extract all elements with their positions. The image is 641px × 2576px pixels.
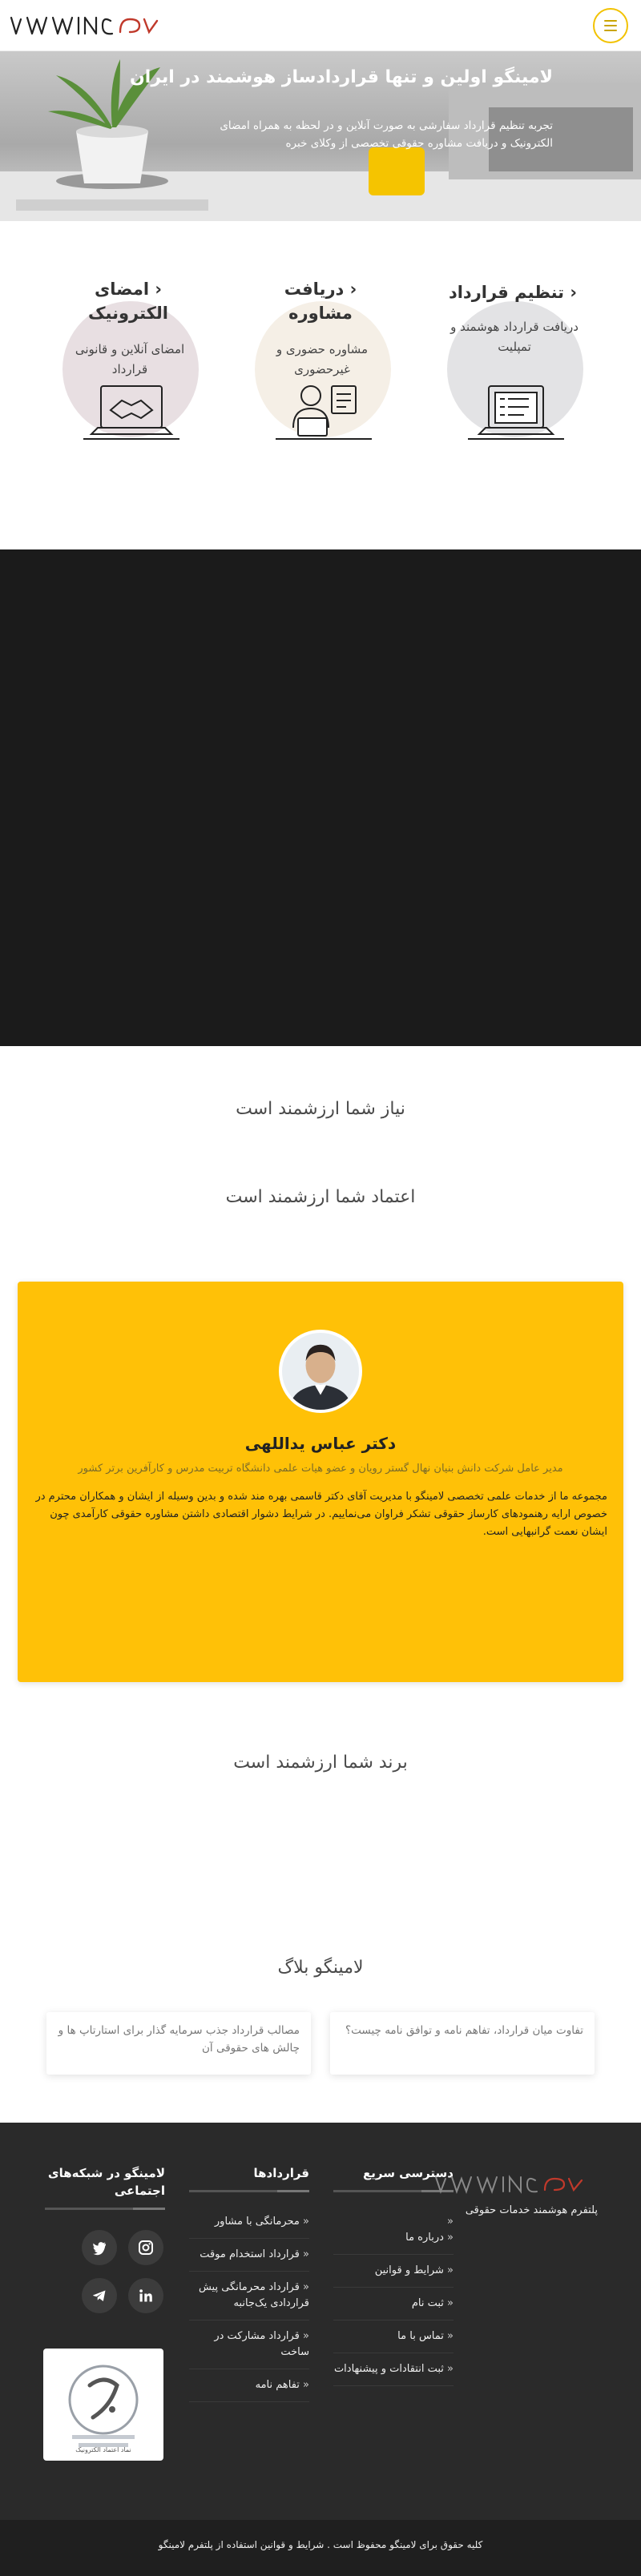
lamingo-logo[interactable] bbox=[8, 11, 160, 40]
service-desc: مشاوره حضوری و غیرحضوری bbox=[276, 342, 369, 376]
hero-subtitle: تجربه تنظیم قرارداد سفارشی به صورت آنلاین و در لحظه به همراه امضای الکترونیک و دریافت مشاوره حقوقی تخصصی از وکلای خبره bbox=[220, 119, 553, 150]
footer-list-spacer bbox=[333, 2206, 454, 2222]
menu-line-icon bbox=[604, 25, 617, 26]
footer-col-title: قراردادها bbox=[253, 2166, 309, 2180]
service-desc: دریافت قرارداد هوشمند و تمپلیت bbox=[450, 320, 579, 354]
copyright-text: کلیه حقوق برای لامینگو محفوظ است . شرایط و قوانین استفاده از پلتفرم لامینگو bbox=[158, 2539, 483, 2550]
hamburger-menu-button[interactable] bbox=[593, 8, 628, 43]
footer-link-contact[interactable]: « تماس با ما bbox=[333, 2320, 454, 2353]
telegram-icon[interactable] bbox=[82, 2278, 117, 2313]
footer-link-contract[interactable]: « قرارداد استخدام موقت bbox=[189, 2239, 309, 2272]
blog-card[interactable]: تفاوت میان قرارداد، تفاهم نامه و توافق نامه چیست؟ bbox=[330, 2012, 595, 2075]
linkedin-icon[interactable] bbox=[128, 2278, 163, 2313]
service-e-signature[interactable] bbox=[48, 272, 208, 513]
section-title-trust: اعتماد شما ارزشمند است bbox=[225, 1187, 416, 1207]
service-desc: امضای آنلاین و قانونی قرارداد bbox=[75, 342, 185, 376]
person-laptop-icon bbox=[276, 378, 372, 450]
menu-line-icon bbox=[604, 20, 617, 22]
top-header bbox=[0, 0, 641, 51]
trust-badge-label: نماد اعتماد الکترونیک bbox=[75, 2446, 131, 2453]
footer-col-title: دسترسی سریع bbox=[362, 2166, 454, 2180]
footer-tagline: پلتفرم هوشمند خدمات حقوقی bbox=[465, 2204, 598, 2216]
avatar bbox=[279, 1330, 362, 1413]
footer-quick-links bbox=[333, 2206, 454, 2386]
copyright-bar bbox=[0, 2520, 641, 2576]
service-title[interactable]: ‹ دریافت مشاوره bbox=[284, 280, 357, 323]
testimonial-name: دکتر عباس یداللهی bbox=[244, 1434, 397, 1453]
footer-title-bar bbox=[45, 2208, 165, 2210]
footer-link-feedback[interactable]: « ثبت انتقادات و پیشنهادات bbox=[333, 2353, 454, 2386]
service-title[interactable]: ‹ امضای الکترونیک bbox=[88, 280, 168, 323]
instagram-icon[interactable] bbox=[128, 2230, 163, 2265]
menu-line-icon bbox=[604, 30, 617, 31]
testimonial-quote: مجموعه ما از خدمات علمی تخصصی لامینگو با مدیریت آقای دکتر قاسمی بهره مند شده و بدین وسیله از ایشان و همکاران محترم در خصوص ارایه رهنمودهای کارساز حقوقی تشکر فراوان می‌نماییم. در شرایط دشوار اقتصادی داشتن مشاوره حقوقی کارآمدی چون ایشان نعمت گرانبهایی است. bbox=[35, 1491, 607, 1538]
trust-badge[interactable] bbox=[43, 2349, 163, 2461]
laptop-checklist-icon bbox=[468, 378, 564, 450]
section-title-brand: برند شما ارزشمند است bbox=[233, 1753, 408, 1773]
section-title-need: نیاز شما ارزشمند است bbox=[236, 1099, 405, 1119]
footer-link-contract[interactable]: « محرمانگی با مشاور bbox=[189, 2206, 309, 2239]
hero-banner bbox=[0, 51, 641, 221]
blog-card[interactable]: مصالب قرارداد جذب سرمایه گذار برای استارتاپ ها و چالش های حقوقی آن bbox=[46, 2012, 311, 2075]
hero-title: لامینگو اولین و تنها قراردادساز هوشمند در ایران bbox=[130, 67, 553, 87]
footer-link-contract[interactable]: « قرارداد مشارکت در ساخت bbox=[189, 2320, 309, 2369]
footer-contract-links bbox=[189, 2206, 309, 2402]
testimonial-role: مدیر عامل شرکت دانش بنیان نهال گستر رویان و عضو هیات علمی دانشگاه تربیت مدرس و کارآفرین برتر کشور bbox=[78, 1463, 563, 1475]
chevron-left-icon: ‹ bbox=[149, 280, 162, 299]
footer-lamingo-logo[interactable] bbox=[433, 2172, 593, 2196]
testimonial-card bbox=[18, 1282, 623, 1682]
footer-link-about[interactable]: « درباره ما bbox=[333, 2222, 454, 2255]
dark-video-section bbox=[0, 549, 641, 1046]
footer-col-title: لامینگو در شبکه‌های اجتماعی bbox=[47, 2166, 165, 2198]
section-title-blog: لامینگو بلاگ bbox=[277, 1958, 364, 1978]
footer-title-bar bbox=[189, 2190, 309, 2192]
service-contract-drafting[interactable] bbox=[433, 272, 593, 513]
footer-link-signup[interactable]: « ثبت نام bbox=[333, 2288, 454, 2320]
footer-link-contract[interactable]: « تفاهم نامه bbox=[189, 2369, 309, 2402]
footer-link-contract[interactable]: « قرارداد محرمانگی پیش قراردادی یک‌جانبه bbox=[189, 2272, 309, 2320]
service-title[interactable]: ‹ تنظیم قرارداد bbox=[448, 283, 578, 302]
handshake-laptop-icon bbox=[83, 378, 179, 450]
service-consultation[interactable] bbox=[240, 272, 401, 513]
footer-link-terms[interactable]: « شرایط و قوانین bbox=[333, 2255, 454, 2288]
chevron-left-icon: ‹ bbox=[564, 283, 578, 302]
twitter-icon[interactable] bbox=[82, 2230, 117, 2265]
chevron-left-icon: ‹ bbox=[344, 280, 357, 299]
enamad-seal-icon bbox=[59, 2358, 147, 2451]
